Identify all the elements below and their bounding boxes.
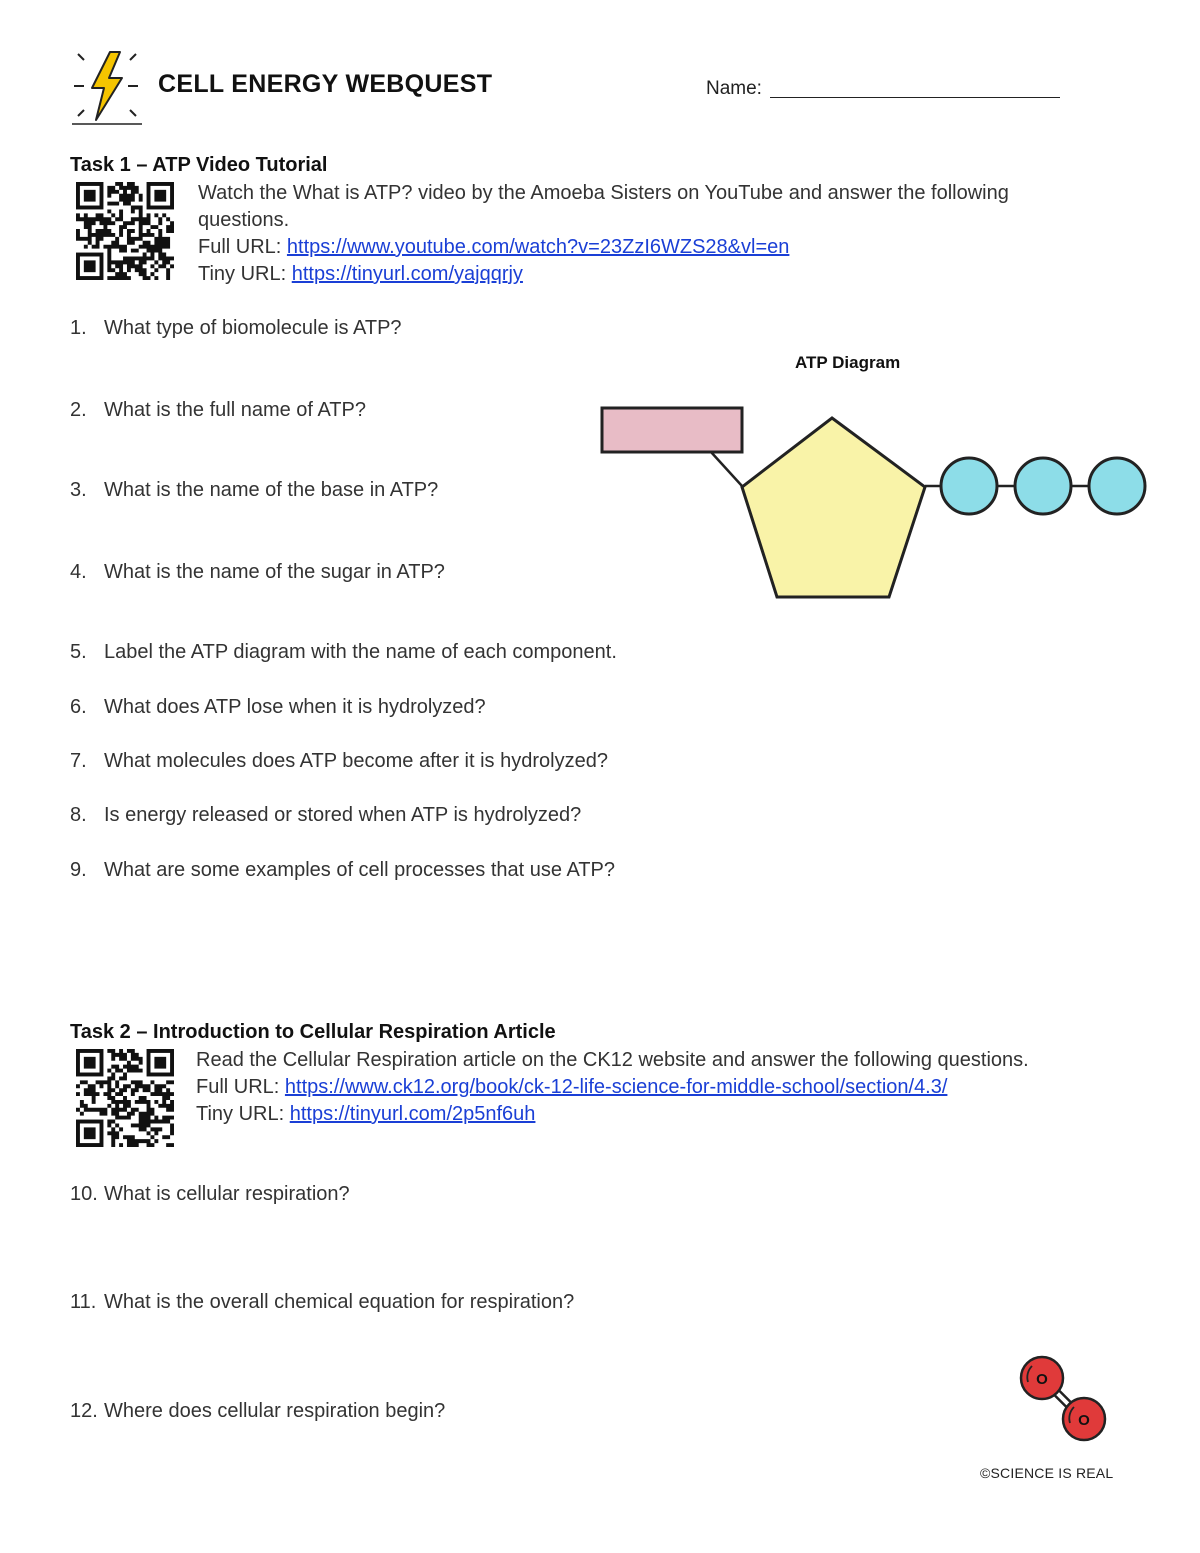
task1-instructions-block xyxy=(198,180,1098,288)
question-text: What type of biomolecule is ATP? xyxy=(104,317,402,339)
task2-title: Task 2 – Introduction to Cellular Respiration Article xyxy=(70,1021,556,1043)
name-label: Name: xyxy=(706,78,762,99)
task2-full-url-row xyxy=(196,1074,1096,1101)
atp-phosphate-circle-1 xyxy=(941,458,997,514)
task2-instructions-block xyxy=(196,1047,1096,1128)
question-number: 8. xyxy=(70,804,87,826)
lightning-bolt-icon xyxy=(70,48,144,126)
question-3 xyxy=(70,479,438,502)
question-number: 11. xyxy=(70,1291,97,1313)
task1-title: Task 1 – ATP Video Tutorial xyxy=(70,154,328,176)
question-4 xyxy=(70,561,445,584)
task1-full-url-link[interactable]: https://www.youtube.com/watch?v=23ZzI6WZS28&vl=en xyxy=(286,236,790,258)
question-8 xyxy=(70,804,581,827)
tiny-url-label: Tiny URL: xyxy=(196,1103,285,1125)
question-number: 1. xyxy=(70,317,87,339)
task1-tiny-url-row xyxy=(198,261,1098,288)
question-12 xyxy=(70,1400,445,1423)
question-number: 9. xyxy=(70,859,87,881)
full-url-label: Full URL: xyxy=(196,1076,280,1098)
question-9 xyxy=(70,859,615,882)
question-text: What are some examples of cell processes that use ATP? xyxy=(104,859,615,881)
question-1 xyxy=(70,317,402,340)
question-7 xyxy=(70,750,608,773)
question-text: Is energy released or stored when ATP is hydrolyzed? xyxy=(104,804,582,826)
atp-diagram xyxy=(595,400,1155,605)
question-text: What is the overall chemical equation for respiration? xyxy=(104,1291,575,1313)
task1-tiny-url-link[interactable]: https://tinyurl.com/yajqqrjy xyxy=(291,263,523,285)
question-number: 3. xyxy=(70,479,87,501)
task2-tiny-url-row xyxy=(196,1101,1096,1128)
question-number: 10. xyxy=(70,1183,98,1205)
atp-base-rectangle xyxy=(602,408,742,452)
question-text: What is the full name of ATP? xyxy=(104,399,366,421)
task1-full-url-row xyxy=(198,234,1098,261)
question-number: 12. xyxy=(70,1400,98,1422)
question-number: 6. xyxy=(70,696,87,718)
question-6 xyxy=(70,696,486,719)
question-text: Where does cellular respiration begin? xyxy=(104,1400,446,1422)
tiny-url-label: Tiny URL: xyxy=(198,263,287,285)
question-text: What is the name of the base in ATP? xyxy=(104,479,439,501)
question-number: 4. xyxy=(70,561,87,583)
qr-code-icon xyxy=(76,1049,174,1147)
oxygen-atom-1-label: O xyxy=(1036,1371,1048,1388)
task1-instructions: Watch the What is ATP? video by the Amoeba Sisters on YouTube and answer the following questions. xyxy=(198,182,1009,231)
oxygen-molecule-icon xyxy=(1010,1352,1110,1444)
atp-phosphate-circle-2 xyxy=(1015,458,1071,514)
atp-phosphate-circle-3 xyxy=(1089,458,1145,514)
question-text: What is cellular respiration? xyxy=(104,1183,350,1205)
task2-tiny-url-link[interactable]: https://tinyurl.com/2p5nf6uh xyxy=(289,1103,536,1125)
task2-full-url-link[interactable]: https://www.ck12.org/book/ck-12-life-science-for-middle-school/section/4.3/ xyxy=(284,1076,948,1098)
page-title: CELL ENERGY WEBQUEST xyxy=(158,70,493,98)
full-url-label: Full URL: xyxy=(198,236,282,258)
atp-sugar-pentagon xyxy=(742,418,925,597)
question-number: 7. xyxy=(70,750,87,772)
atp-diagram-title: ATP Diagram xyxy=(795,353,901,372)
question-11 xyxy=(70,1291,574,1314)
question-text: Label the ATP diagram with the name of each component. xyxy=(104,641,617,663)
question-text: What does ATP lose when it is hydrolyzed? xyxy=(104,696,486,718)
base-sugar-bond xyxy=(711,452,742,486)
question-10 xyxy=(70,1183,350,1206)
name-field[interactable] xyxy=(770,97,1060,98)
question-text: What is the name of the sugar in ATP? xyxy=(104,561,445,583)
qr-code-icon xyxy=(76,182,174,280)
question-2 xyxy=(70,399,366,422)
question-number: 2. xyxy=(70,399,87,421)
task2-instructions: Read the Cellular Respiration article on the CK12 website and answer the following questions. xyxy=(196,1049,1029,1071)
question-number: 5. xyxy=(70,641,87,663)
copyright-footer: ©SCIENCE IS REAL xyxy=(980,1465,1114,1481)
question-text: What molecules does ATP become after it is hydrolyzed? xyxy=(104,750,608,772)
oxygen-atom-2-label: O xyxy=(1078,1412,1090,1429)
question-5 xyxy=(70,641,617,664)
